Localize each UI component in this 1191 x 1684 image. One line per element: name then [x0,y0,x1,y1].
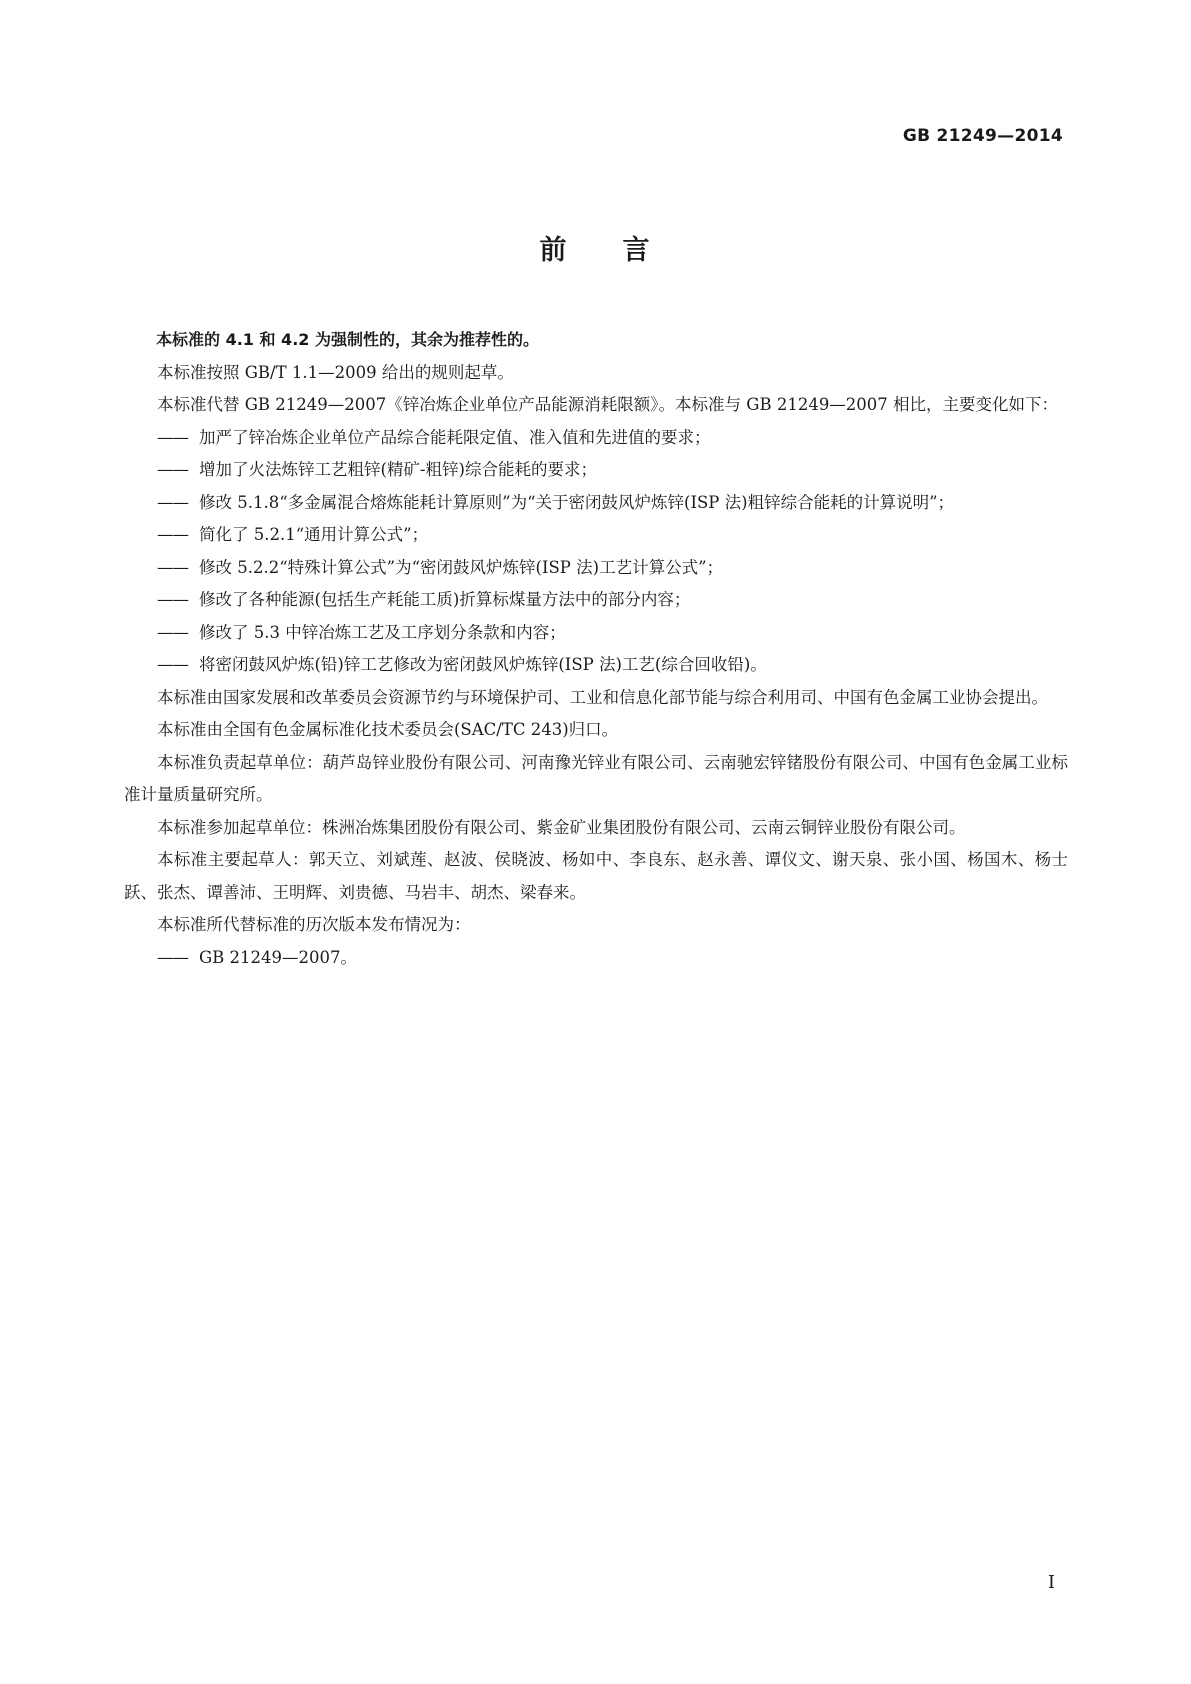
list-item-text: 修改了 5.3 中锌冶炼工艺及工序划分条款和内容； [199,622,566,642]
lead-drafting-units-paragraph: 本标准负责起草单位：葫芦岛锌业股份有限公司、河南豫光锌业有限公司、云南驰宏锌锗股份有限公司、中国有色金属工业标准计量质量研究所。 [124,752,1068,804]
dash-mark: —— [157,492,188,512]
dash-mark: —— [157,655,188,674]
list-item [157,552,1068,585]
dash-mark: —— [157,947,188,967]
participating-units-paragraph: 本标准参加起草单位：株洲冶炼集团股份有限公司、紫金矿业集团股份有限公司、云南云铜锌业股份有限公司。 [157,817,966,837]
centralized-management-paragraph: 本标准由全国有色金属标准化技术委员会(SAC/TC 243)归口。 [157,720,619,739]
list-item-text: 将密闭鼓风炉炼(铅)锌工艺修改为密闭鼓风炉炼锌(ISP 法)工艺(综合回收铅)。 [199,655,767,674]
list-item-text: 简化了 5.2.1“通用计算公式”； [199,525,429,544]
list-item [157,942,1068,975]
previous-editions-paragraph: 本标准所代替标准的历次版本发布情况为： [157,915,471,934]
dash-mark: —— [157,557,188,577]
title-part-2: 言 [622,235,652,266]
mandatory-statement: 本标准的 4.1 和 4.2 为强制性的，其余为推荐性的。 [156,330,539,349]
main-drafters-paragraph: 本标准主要起草人：郭天立、刘斌莲、赵波、侯晓波、杨如中、李良东、赵永善、谭仪文、谢天泉、张小国、杨国木、杨士跃、张杰、谭善沛、王明辉、刘贵德、马岩丰、胡杰、梁春来。 [124,850,1068,902]
replacement-paragraph: 本标准代替 GB 21249—2007《锌冶炼企业单位产品能源消耗限额》。本标准与 GB 21249—2007 相比，主要变化如下： [157,395,1059,414]
list-item [157,422,1068,455]
foreword-body [124,324,1068,974]
changes-list [124,422,1068,682]
list-item-text: 加严了锌冶炼企业单位产品综合能耗限定值、准入值和先进值的要求； [199,427,711,447]
dash-mark: —— [157,525,188,544]
list-item [157,487,1068,520]
list-item-text: 增加了火法炼锌工艺粗锌(精矿-粗锌)综合能耗的要求； [199,460,597,479]
title-part-1: 前 [539,235,569,266]
drafting-rules-paragraph: 本标准按照 GB/T 1.1—2009 给出的规则起草。 [157,362,514,382]
list-item-text: 修改 5.1.8“多金属混合熔炼能耗计算原则”为“关于密闭鼓风炉炼锌(ISP 法)粗锌综合能耗的计算说明”； [199,492,955,512]
dash-mark: —— [157,622,188,642]
dash-mark: —— [157,590,188,609]
previous-editions-list [124,942,1068,975]
page-number: I [1047,1572,1055,1593]
list-item-text: 修改 5.2.2“特殊计算公式”为“密闭鼓风炉炼锌(ISP 法)工艺计算公式”； [199,557,724,577]
standard-code: GB 21249—2014 [902,126,1063,146]
list-item-text: 修改了各种能源(包括生产耗能工质)折算标煤量方法中的部分内容； [199,590,691,609]
dash-mark: —— [157,460,188,479]
list-item [157,454,1068,487]
list-item-text: GB 21249—2007。 [199,947,358,967]
dash-mark: —— [157,427,188,447]
list-item [157,519,1068,552]
list-item [157,584,1068,617]
page-title [0,228,1191,267]
list-item [157,617,1068,650]
list-item [157,649,1068,682]
proposer-paragraph: 本标准由国家发展和改革委员会资源节约与环境保护司、工业和信息化部节能与综合利用司、中国有色金属工业协会提出。 [157,687,1048,707]
